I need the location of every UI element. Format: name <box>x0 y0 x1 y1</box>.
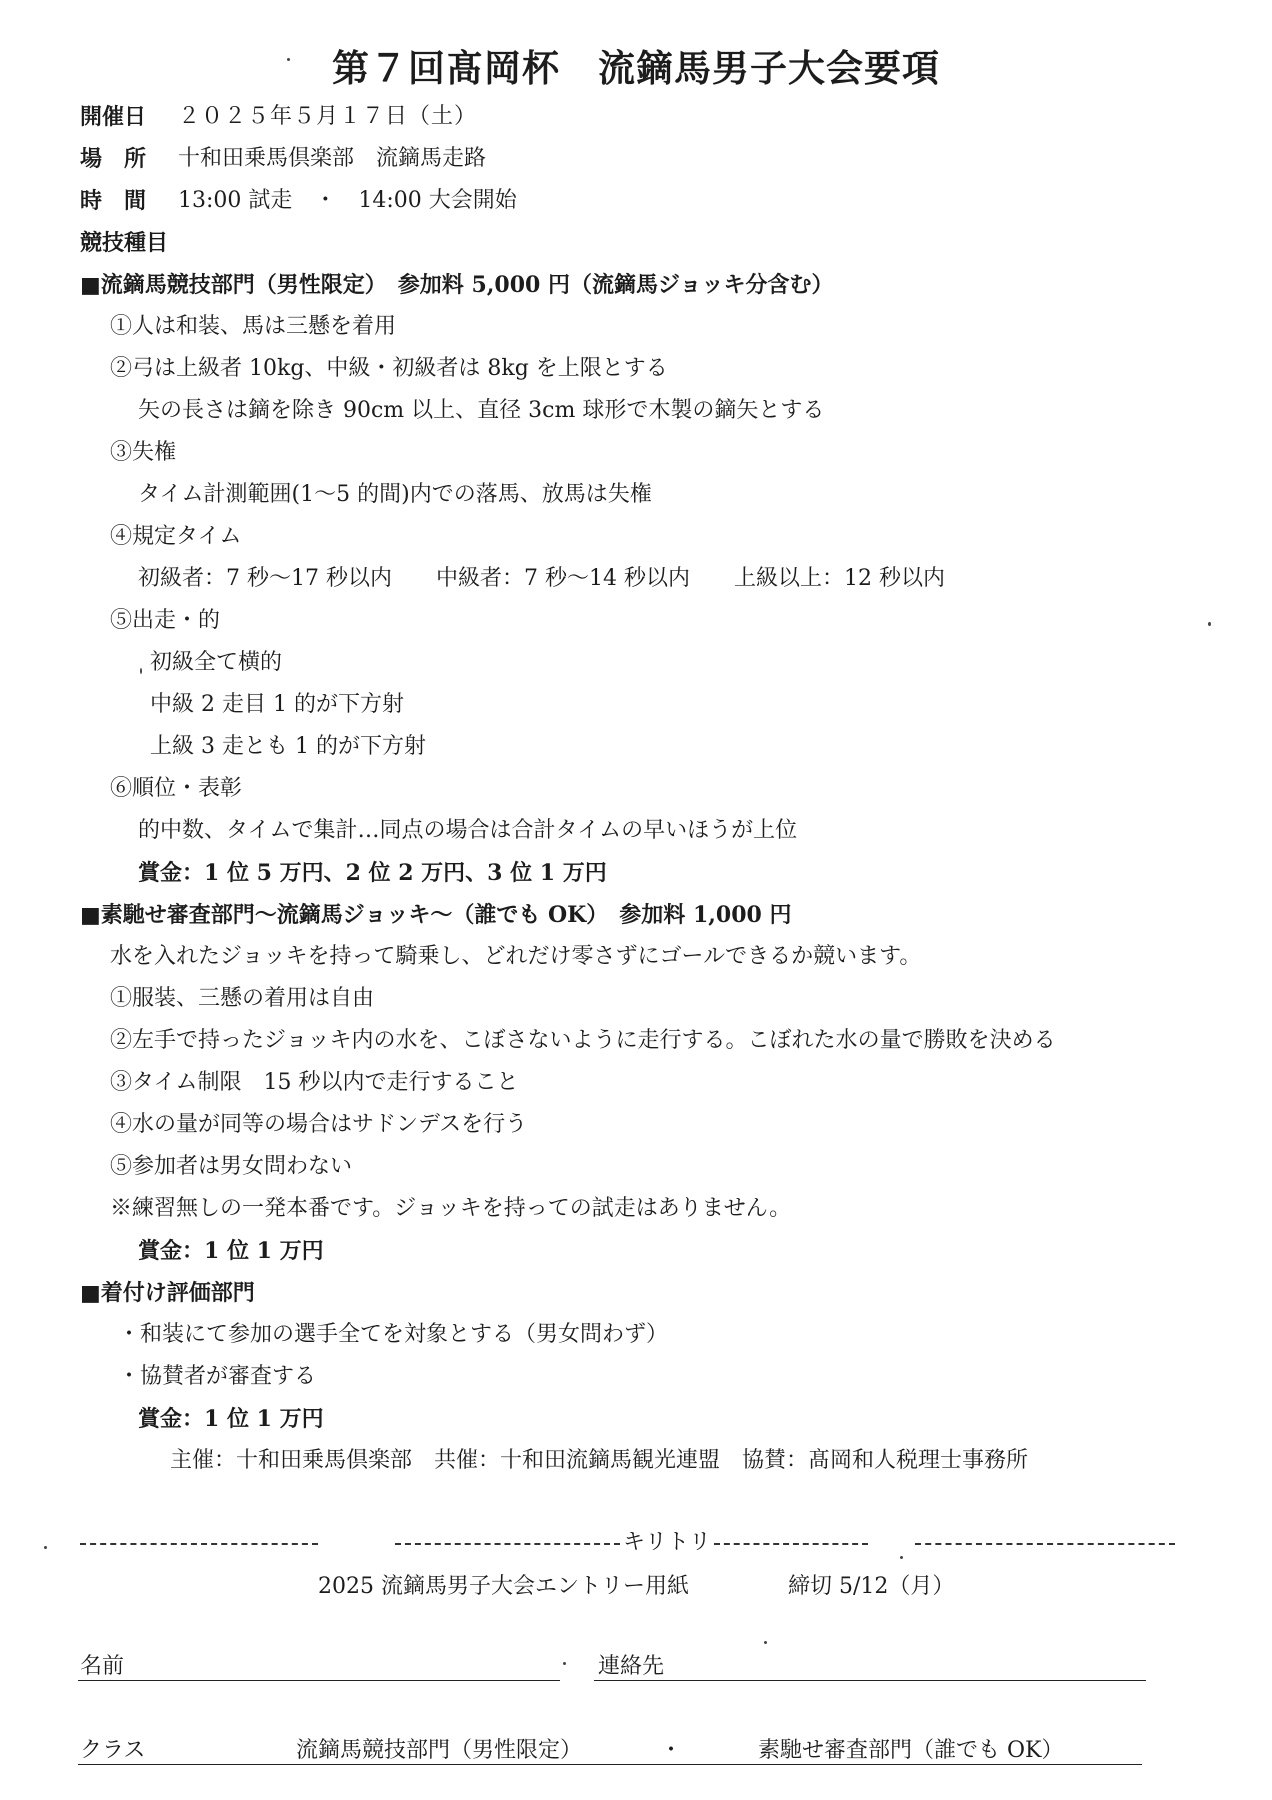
contact-field-line[interactable] <box>594 1680 1146 1681</box>
section1-rule-3-detail: タイム計測範囲(1〜5 的間)内での落馬、放馬は失権 <box>138 482 652 507</box>
section2-note: ※練習無しの一発本番です。ジョッキを持っての試走はありません。 <box>110 1196 792 1221</box>
cut-line-center-right <box>714 1543 868 1545</box>
class-option-separator: ・ <box>660 1738 683 1763</box>
section1-rule-2-detail: 矢の長さは鏑を除き 90cm 以上、直径 3cm 球形で木製の鏑矢とする <box>138 398 825 423</box>
contact-label: 連絡先 <box>598 1654 665 1679</box>
time-label: 時 間 <box>80 188 147 214</box>
document-title: 第７回髙岡杯 流鏑馬男子大会要項 <box>332 46 940 90</box>
section3-rule-1: ・和装にて参加の選手全てを対象とする（男女問わず） <box>118 1322 669 1347</box>
section3-prize: 賞金：1 位 1 万円 <box>138 1406 324 1432</box>
date-value: ２０２５年５月１７日（土） <box>178 104 478 129</box>
scan-speck <box>563 1662 566 1665</box>
section2-rule-5: ⑤参加者は男女問わない <box>110 1154 353 1179</box>
section1-rule-5-advanced: 上級 3 走とも 1 的が下方射 <box>150 734 426 759</box>
section1-rule-4: ④規定タイム <box>110 524 242 549</box>
scan-speck <box>764 1641 767 1644</box>
section1-prize: 賞金：1 位 5 万円、2 位 2 万円、3 位 1 万円 <box>138 860 607 886</box>
section2-heading: ■素馳せ審査部門〜流鏑馬ジョッキ〜（誰でも OK） 参加料 1,000 円 <box>80 902 792 928</box>
class-option-suhase[interactable]: 素馳せ審査部門（誰でも OK） <box>758 1738 1064 1763</box>
organizers-line: 主催：十和田乗馬倶楽部 共催：十和田流鏑馬観光連盟 協賛：髙岡和人税理士事務所 <box>170 1448 1029 1473</box>
section1-rule-5-beginner: 初級全て横的 <box>150 650 283 675</box>
cut-line-left <box>80 1543 318 1545</box>
section1-rule-5: ⑤出走・的 <box>110 608 221 633</box>
section3-heading: ■着付け評価部門 <box>80 1280 255 1306</box>
scan-speck <box>140 668 142 674</box>
name-label: 名前 <box>80 1654 125 1679</box>
name-field-line[interactable] <box>78 1680 560 1681</box>
place-value: 十和田乗馬倶楽部 流鏑馬走路 <box>178 146 487 171</box>
section1-rule-6-detail: 的中数、タイムで集計…同点の場合は合計タイムの早いほうが上位 <box>138 818 798 843</box>
class-label: クラス <box>80 1738 146 1763</box>
section1-rule-2: ②弓は上級者 10kg、中級・初級者は 8kg を上限とする <box>110 356 668 381</box>
entry-deadline: 締切 5/12（月） <box>788 1574 955 1599</box>
scan-speck <box>44 1546 47 1549</box>
section2-rule-2: ②左手で持ったジョッキ内の水を、こぼさないように走行する。こぼれた水の量で勝敗を決める <box>110 1028 1056 1053</box>
events-heading: 競技種目 <box>80 230 169 256</box>
section2-rule-1: ①服装、三懸の着用は自由 <box>110 986 375 1011</box>
place-label: 場 所 <box>80 146 147 172</box>
section1-rule-4-detail: 初級者：7 秒〜17 秒以内 中級者：7 秒〜14 秒以内 上級以上：12 秒以内 <box>138 566 945 591</box>
section2-rule-3: ③タイム制限 15 秒以内で走行すること <box>110 1070 519 1095</box>
entry-form-title: 2025 流鏑馬男子大会エントリー用紙 <box>318 1574 689 1599</box>
section1-heading: ■流鏑馬競技部門（男性限定） 参加料 5,000 円（流鏑馬ジョッキ分含む） <box>80 272 834 298</box>
section1-rule-5-intermediate: 中級 2 走目 1 的が下方射 <box>150 692 404 717</box>
cut-label: キリトリ <box>622 1530 711 1555</box>
section2-prize: 賞金：1 位 1 万円 <box>138 1238 324 1264</box>
scan-speck <box>287 58 290 61</box>
cut-line-center-left <box>395 1543 620 1545</box>
section1-rule-6: ⑥順位・表彰 <box>110 776 243 801</box>
section2-intro: 水を入れたジョッキを持って騎乗し、どれだけ零さずにゴールできるか競います。 <box>110 944 922 969</box>
date-label: 開催日 <box>80 104 147 130</box>
scan-speck <box>1208 622 1211 626</box>
time-value: 13:00 試走 ・ 14:00 大会開始 <box>178 188 517 213</box>
class-field-line <box>78 1764 1142 1765</box>
section1-rule-1: ①人は和装、馬は三懸を着用 <box>110 314 397 339</box>
section3-rule-2: ・協賛者が審査する <box>118 1364 317 1389</box>
class-option-yabusame[interactable]: 流鏑馬競技部門（男性限定） <box>296 1738 583 1763</box>
section2-rule-4: ④水の量が同等の場合はサドンデスを行う <box>110 1112 528 1137</box>
cut-line-right <box>915 1543 1175 1545</box>
section1-rule-3: ③失権 <box>110 440 177 465</box>
scan-speck <box>900 1556 903 1559</box>
